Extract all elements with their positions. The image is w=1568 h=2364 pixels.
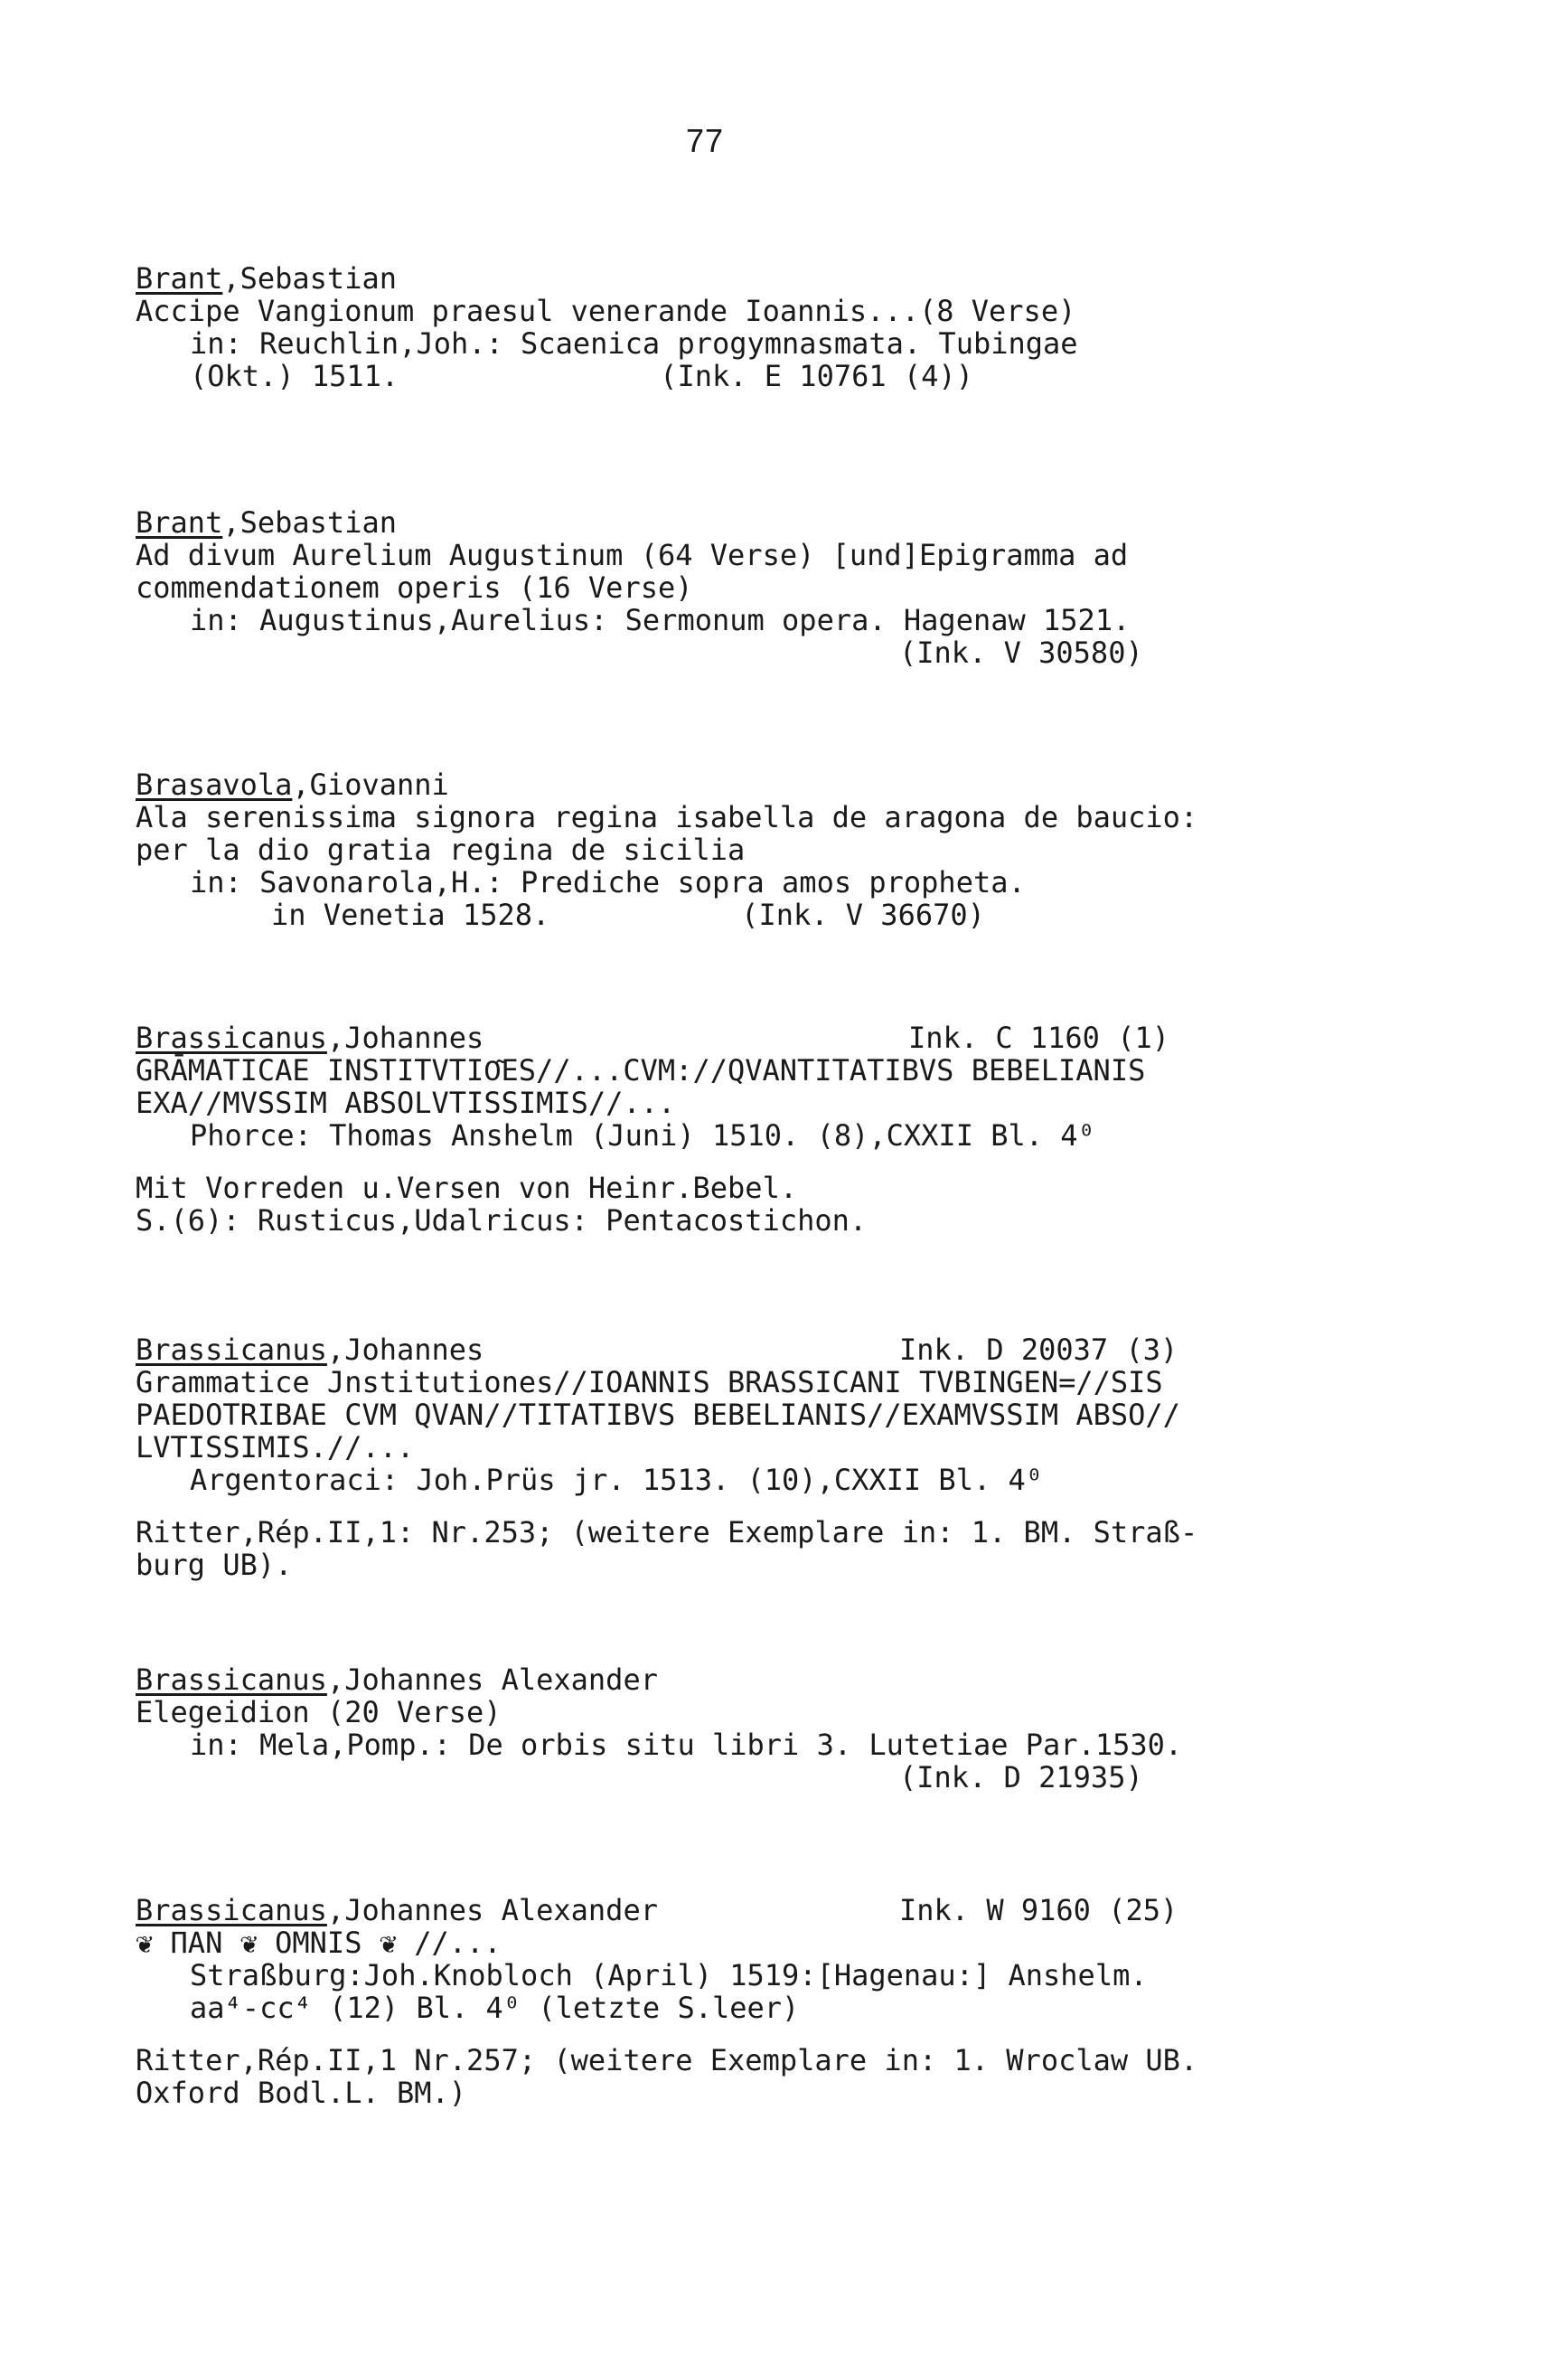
entry-note: Mit Vorreden u.Versen von Heinr.Bebel. (136, 1171, 798, 1205)
entry-note: burg UB). (136, 1548, 293, 1582)
entry-source: in: Reuchlin,Joh.: Scaenica progymnasmata. Tubingae (190, 326, 1078, 361)
entry-source: in: Savonarola,H.: Prediche sopra amos propheta. (190, 865, 1026, 899)
entry-title: Elegeidion (20 Verse) (136, 1695, 502, 1729)
author-surname: Brasavola (136, 768, 293, 802)
entry-heading (136, 1663, 1182, 1696)
entry-heading (136, 506, 1143, 539)
entry-heading (136, 1333, 1197, 1366)
author-surname: Brassicanus (136, 1021, 327, 1055)
author-forename: ,Johannes (326, 1333, 484, 1367)
entry-note: S.(6): Rusticus,Udalricus: Pentacostichon. (136, 1203, 868, 1238)
entry-title: GRĀMATICAE INSTITVTIO͂ES//...CVM://QVANTITATIBVS BEBELIANIS (136, 1053, 1146, 1088)
bibliography-entry (136, 768, 1197, 931)
entry-note: Ritter,Rép.II,1: Nr.253; (weitere Exemplare in: 1. BM. Straß- (136, 1515, 1198, 1549)
bibliography-entry (136, 506, 1143, 669)
entry-title-cont: EXA//MVSSIM ABSOLVTISSIMIS//... (136, 1086, 676, 1120)
entry-heading (136, 768, 1197, 801)
author-surname: Brassicanus (136, 1662, 327, 1697)
entry-shelfmark: Ink. W 9160 (25) (899, 1893, 1178, 1927)
entry-title-cont: PAEDOTRIBAE CVM QVAN//TITATIBVS BEBELIANIS//EXAMVSSIM ABSO// (136, 1398, 1180, 1432)
entry-note: Ritter,Rép.II,1 Nr.257; (weitere Exemplare in: 1. Wroclaw UB. (136, 2043, 1198, 2077)
author-surname: Brant (136, 505, 223, 540)
bibliography-entry (136, 1333, 1197, 1581)
entry-heading (136, 1021, 1169, 1055)
entry-heading (136, 262, 1078, 295)
author-surname: Brassicanus (136, 1893, 327, 1927)
entry-imprint: Argentoraci: Joh.Prüs jr. 1513. (10),CXXII Bl. 4⁰ (190, 1463, 1044, 1497)
page-number: 77 (685, 122, 725, 159)
author-forename: ,Sebastian (222, 505, 397, 540)
author-forename: ,Johannes Alexander (326, 1893, 658, 1927)
author-forename: ,Giovanni (292, 768, 449, 802)
bibliography-entry (136, 1663, 1182, 1794)
entry-shelfmark: (Ink. V 30580) (899, 636, 1143, 670)
author-forename: ,Sebastian (222, 261, 397, 296)
entry-imprint: (Okt.) 1511. (Ink. E 10761 (4)) (190, 359, 973, 393)
bibliography-entry (136, 1894, 1197, 2109)
entry-shelfmark: Ink. C 1160 (1) (908, 1021, 1169, 1055)
entry-source: in: Mela,Pomp.: De orbis situ libri 3. Lutetiae Par.1530. (190, 1728, 1183, 1762)
entry-collation: aa⁴-cc⁴ (12) Bl. 4⁰ (letzte S.leer) (190, 1991, 800, 2025)
author-forename: ,Johannes Alexander (326, 1662, 658, 1697)
author-surname: Brassicanus (136, 1333, 327, 1367)
bibliography-entry (136, 1021, 1169, 1238)
bibliography-entry (136, 262, 1078, 392)
entry-source: in: Augustinus,Aurelius: Sermonum opera. Hagenaw 1521. (190, 603, 1131, 637)
entry-imprint: Phorce: Thomas Anshelm (Juni) 1510. (8),CXXII Bl. 4⁰ (190, 1118, 1095, 1153)
entry-title-cont: LVTISSIMIS.//... (136, 1430, 415, 1465)
entry-heading (136, 1894, 1197, 1926)
entry-title-cont: per la dio gratia regina de sicilia (136, 833, 746, 867)
entry-title: Ala serenissima signora regina isabella de aragona de baucio: (136, 800, 1198, 834)
entry-title: ❦ ΠAN ❦ OMNIS ❦ //... (136, 1926, 502, 1960)
entry-title: Accipe Vangionum praesul venerande Ioannis...(8 Verse) (136, 294, 1076, 328)
entry-title: Ad divum Aurelium Augustinum (64 Verse) [und]Epigramma ad (136, 538, 1129, 572)
entry-imprint: Straßburg:Joh.Knobloch (April) 1519:[Hagenau:] Anshelm. (190, 1958, 1148, 1992)
author-forename: ,Johannes (326, 1021, 484, 1055)
entry-note: Oxford Bodl.L. BM.) (136, 2076, 467, 2110)
entry-title: Grammatice Jnstitutiones//IOANNIS BRASSICANI TVBINGEN=//SIS (136, 1365, 1163, 1399)
entry-shelfmark: Ink. D 20037 (3) (899, 1333, 1178, 1367)
entry-imprint: in Venetia 1528. (Ink. V 36670) (271, 898, 985, 932)
entry-title-cont: commendationem operis (16 Verse) (136, 570, 693, 605)
entry-shelfmark: (Ink. D 21935) (899, 1760, 1143, 1794)
author-surname: Brant (136, 261, 223, 296)
